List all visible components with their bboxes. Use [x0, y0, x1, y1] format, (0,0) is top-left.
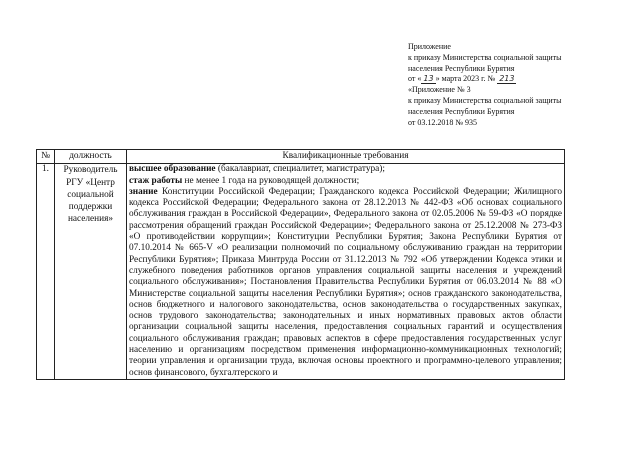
table-row	[37, 164, 565, 380]
appendix-header	[408, 42, 608, 128]
header-line-5: «Приложение № 3	[408, 85, 471, 95]
qualification-table	[36, 149, 565, 380]
header-line-8: от 03.12.2018 № 935	[408, 117, 478, 127]
column-header-number: №	[37, 150, 55, 164]
column-header-requirements: Квалификационные требования	[127, 150, 565, 164]
header-line-6: к приказу Министерства социальной защиты	[408, 95, 562, 105]
column-header-position: должность	[55, 150, 127, 164]
header-date-prefix: от «	[408, 74, 422, 84]
education-label: высшее образование	[129, 164, 216, 175]
education-text: (бакалавриат, специалитет, магистратура);	[215, 164, 385, 175]
handwritten-day: 13	[423, 74, 434, 84]
knowledge-text: Конституции Российской Федерации; Гражданского кодекса Российской Федерации; Жилищного кодекса Российской Федерации; Федерального закона от 28.12.2013 № 442-ФЗ «Об основах социального обслуживания граждан в Российской Федерации», Федерального закона от 02.05.2006 № 59-ФЗ «О порядке рассмотрения обращений граждан Российской Федерации»; Федерального закона от 25.12.2008 № 273-ФЗ «О противодействии коррупции»; Конституции Республики Бурятия; Закона Республики Бурятия от 07.10.2014 № 665-V «О реализации полномочий по социальному обслуживанию граждан на территории Республики Бурятия»; Приказа Минтруда России от 31.12.2013 № 792 «Об утверждении Кодекса этики и служебного поведения работников органов управления социальной защиты населения и учреждений социального обслуживания»; Постановления Правительства Республики Бурятия от 06.03.2014 № 88 «О Министерстве социальной защиты населения Республики Бурятия»; основ гражданского законодательства, основ бюджетного и налогового законодательства, основ законодательства о государственных закупках, основ трудового законодательства; законодательных и иных нормативных правовых актов области организации социальной защиты населения, предоставления социальных гарантий и осуществления социального обслуживания граждан; правовых аспектов в сфере предоставления государственных услуг населению и организациям посредством применения информационно-коммуникационных технологий; теории управления и организации труда, включая основы проектного и программно-целевого управления; основ финансового, бухгалтерского и	[129, 186, 562, 378]
knowledge-label: знание	[129, 186, 158, 197]
experience-label: стаж работы	[129, 175, 183, 186]
header-line-1: Приложение	[408, 42, 451, 51]
table-header-row	[37, 150, 565, 164]
experience-requirement	[129, 176, 562, 187]
header-line-7: населения Республики Бурятия	[408, 106, 515, 116]
knowledge-requirement	[129, 187, 562, 379]
handwritten-order-number: 213	[499, 74, 515, 84]
row-number: 1.	[37, 164, 55, 380]
header-line-3: населения Республики Бурятия	[408, 63, 515, 73]
row-requirements	[127, 164, 565, 380]
header-line-2: к приказу Министерства социальной защиты	[408, 52, 562, 62]
row-position: Руководитель РГУ «Центр социальной поддержки населения»	[55, 164, 127, 380]
header-date-middle: » марта 2023 г. №	[435, 74, 496, 84]
header-line-4	[408, 74, 608, 85]
education-requirement	[129, 164, 562, 175]
experience-text: не менее 1 года на руководящей должности;	[182, 175, 360, 186]
